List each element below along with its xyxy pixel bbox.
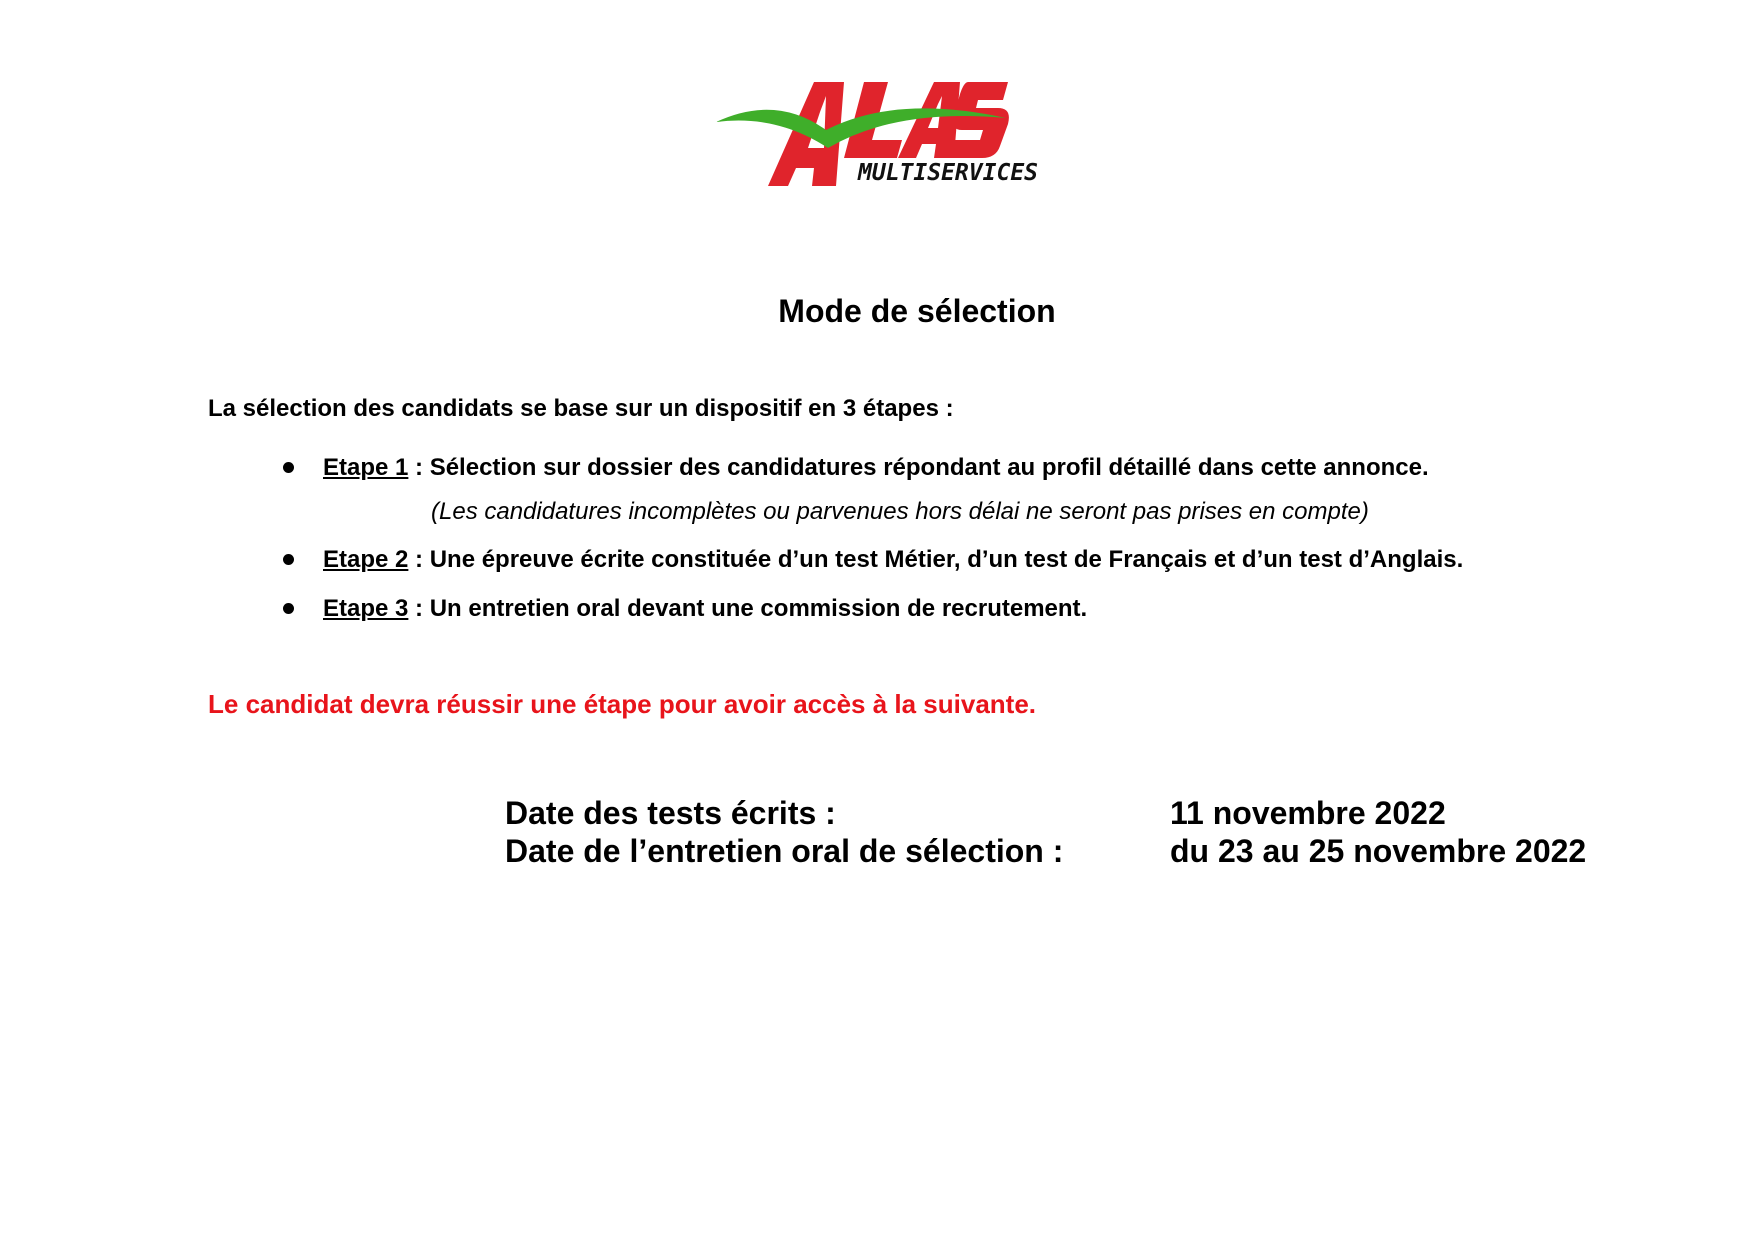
step-body bbox=[323, 545, 1463, 575]
step-text: : Sélection sur dossier des candidatures répondant au profil détaillé dans cette annonce. bbox=[408, 454, 1429, 481]
step-text: : Un entretien oral devant une commission de recrutement. bbox=[408, 595, 1088, 622]
bullet-icon bbox=[283, 603, 294, 614]
bullet-icon bbox=[283, 554, 294, 565]
date-label: Date des tests écrits : bbox=[505, 795, 836, 831]
warning-text: Le candidat devra réussir une étape pour avoir accès à la suivante. bbox=[208, 689, 1037, 719]
step-note: (Les candidatures incomplètes ou parvenues hors délai ne seront pas prises en compte) bbox=[431, 498, 1369, 525]
step-label: Etape 3 bbox=[323, 595, 409, 622]
step-label: Etape 1 bbox=[323, 454, 409, 481]
date-label: Date de l’entretien oral de sélection : bbox=[505, 833, 1064, 869]
date-value: 11 novembre 2022 bbox=[1170, 795, 1446, 831]
step-text: : Une épreuve écrite constituée d’un test Métier, d’un test de Français et d’un test d’Anglais. bbox=[408, 546, 1464, 573]
bullet-icon bbox=[283, 462, 294, 473]
step-body bbox=[323, 594, 1087, 624]
logo-tagline: MULTISERVICES bbox=[858, 160, 1039, 186]
step-body bbox=[323, 453, 1429, 483]
step-label: Etape 2 bbox=[323, 546, 409, 573]
intro-text: La sélection des candidats se base sur un dispositif en 3 étapes : bbox=[208, 395, 954, 422]
date-value: du 23 au 25 novembre 2022 bbox=[1170, 833, 1587, 869]
page-title: Mode de sélection bbox=[778, 293, 1056, 329]
atlas-logo bbox=[716, 78, 1056, 193]
